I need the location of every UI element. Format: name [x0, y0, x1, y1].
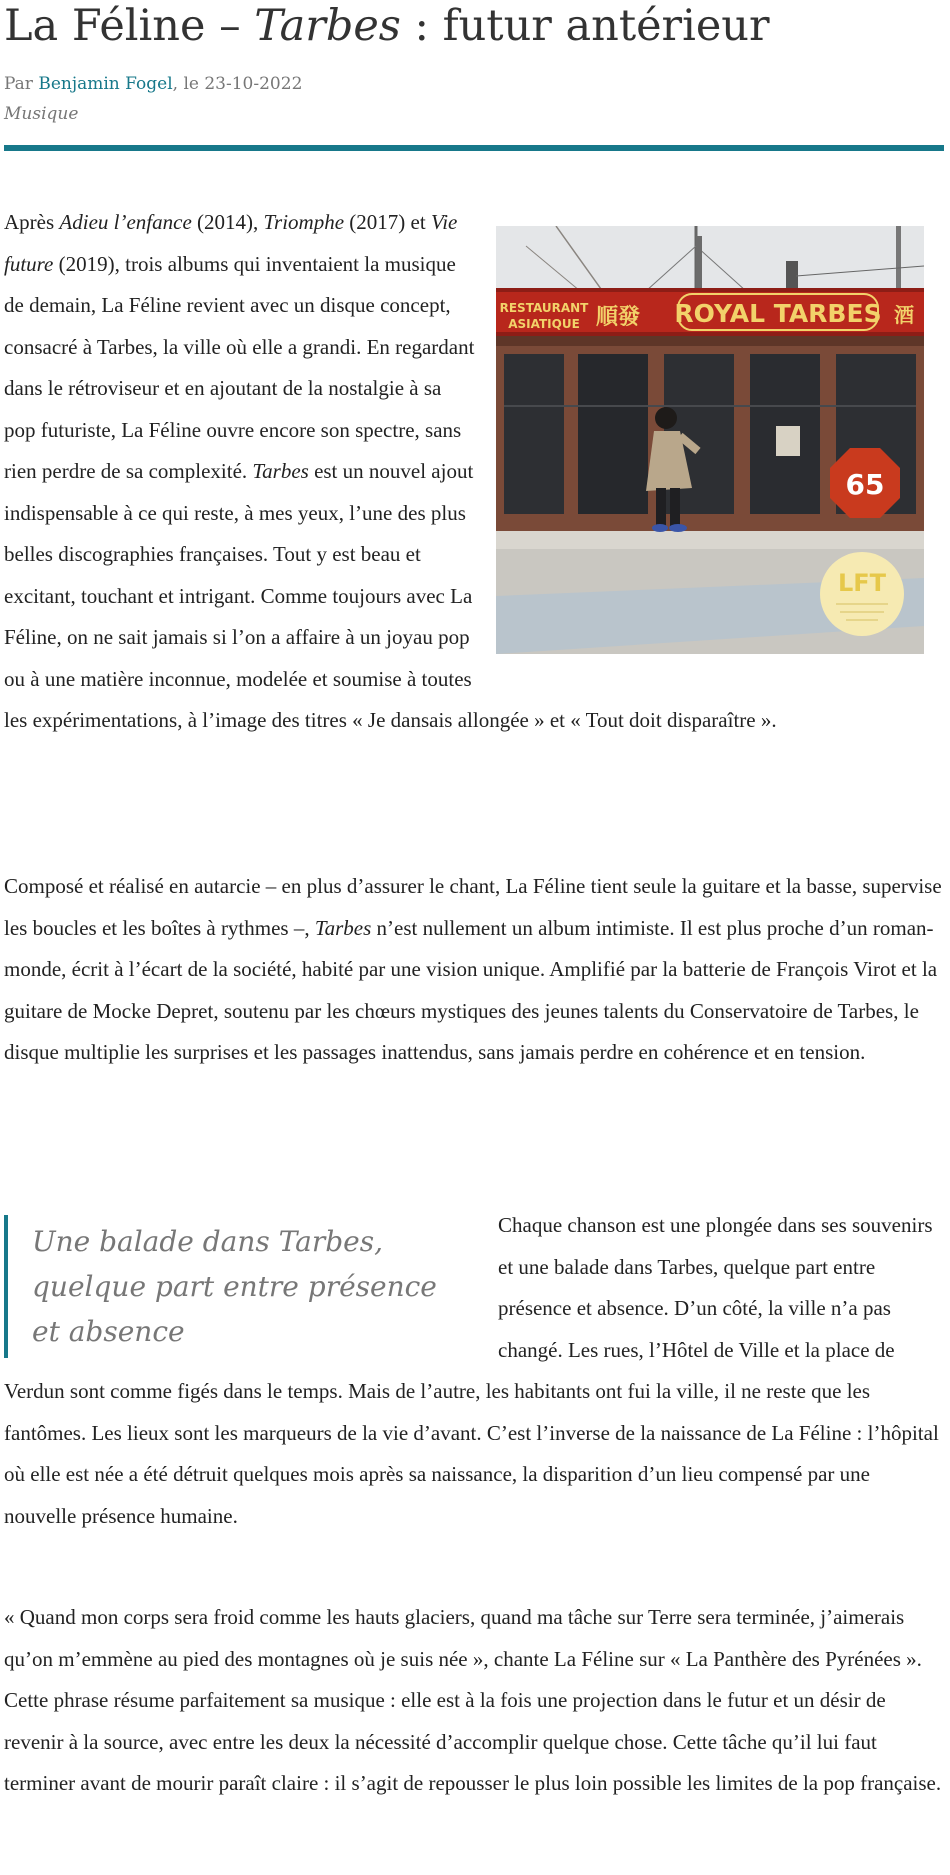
sign-main: ROYAL TARBES: [674, 299, 882, 328]
category-label[interactable]: Musique: [4, 104, 79, 124]
sign-left-top: RESTAURANT: [499, 301, 589, 315]
byline-date: , le 23-10-2022: [172, 74, 303, 94]
paragraph-1: RESTAURANT ASIATIQUE 順發 ROYAL TARBES 酒 65 LFT Après Adieu l’enfance (2014), Triomphe (2017) et Vie future (2019), trois albums qui inventaient la musique de demain, La Féline revient avec un disque concept, consacré à Tarbes, la ville où elle a grandi. En regardant dans le rétroviseur et en ajoutant de la nostalgie à sa pop futuriste, La Féline ouvre encore son spectre, sans rien perdre de sa complexité. Tarbes est un nouvel ajout indispensable à ce qui reste, à mes yeux, l’une des plus belles discographies françaises. Tout y est beau et excitant, touchant et intrigant. Comme toujours avec La Féline, on ne sait jamais si l’on a affaire à un joyau pop ou à une matière inconnue, modelée et soumise à toutes les expérimentations, à l’image des titres « Je dansais allongée » et « Tout doit disparaître ».: [4, 202, 944, 742]
pull-quote: Une balade dans Tarbes, quelque part entre présence et absence: [4, 1215, 456, 1358]
byline-prefix: Par: [4, 74, 39, 94]
byline: [4, 72, 302, 96]
article-title: [4, 0, 770, 52]
album-cover-image: [496, 226, 924, 654]
sign-left-bottom: ASIATIQUE: [508, 317, 580, 331]
sign-right: 酒: [894, 303, 914, 327]
header-divider: [4, 145, 944, 151]
title-prefix: La Féline –: [4, 1, 255, 51]
title-italic: Tarbes: [254, 1, 401, 51]
album-cover-art: [496, 226, 924, 654]
paragraph-4: « Quand mon corps sera froid comme les hauts glaciers, quand ma tâche sur Terre sera terminée, j’aimerais qu’on m’emmène au pied des montagnes où je suis née », chante La Féline sur « La Panthère des Pyrénées ». Cette phrase résume parfaitement sa musique : elle est à la fois une projection dans le futur et un désir de revenir à la source, avec entre les deux la nécessité d’accomplir quelque chose. Cette tâche qu’il lui faut terminer avant de mourir paraît claire : il s’agit de repousser le plus loin possible les limites de la pop française.: [4, 1605, 942, 1795]
author-link[interactable]: Benjamin Fogel: [38, 74, 173, 94]
sign-chinese: 順發: [595, 305, 641, 330]
paragraph-3: Une balade dans Tarbes, quelque part entre présence et absence Chaque chanson est une plongée dans ses souvenirs et une balade dans Tarbes, quelque part entre présence et absence. D’un côté, la ville n’a pas changé. Les rues, l’Hôtel de Ville et la place de Verdun sont comme figés dans le temps. Mais de l’autre, les habitants ont fui la ville, il ne reste que les fantômes. Les lieux sont les marqueurs de la vie d’avant. C’est l’inverse de la naissance de La Féline : l’hôpital où elle est née a été détruit quelques mois après sa naissance, la disparition d’un lieu compensé par une nouvelle présence humaine.: [4, 1213, 939, 1528]
badge-number: 65: [845, 468, 885, 501]
title-suffix: : futur antérieur: [400, 1, 770, 51]
paragraph-2: Composé et réalisé en autarcie – en plus d’assurer le chant, La Féline tient seule la guitare et la basse, supervise les boucles et les boîtes à rythmes –, Tarbes n’est nullement un album intimiste. Il est plus proche d’un roman-monde, écrit à l’écart de la société, habité par une vision unique. Amplifié par la batterie de François Virot et la guitare de Mocke Depret, soutenu par les chœurs mystiques des jeunes talents du Conservatoire de Tarbes, le disque multiplie les surprises et les passages inattendus, sans jamais perdre en cohérence et en tension.: [4, 874, 942, 1064]
badge-label: LFT: [837, 569, 887, 597]
